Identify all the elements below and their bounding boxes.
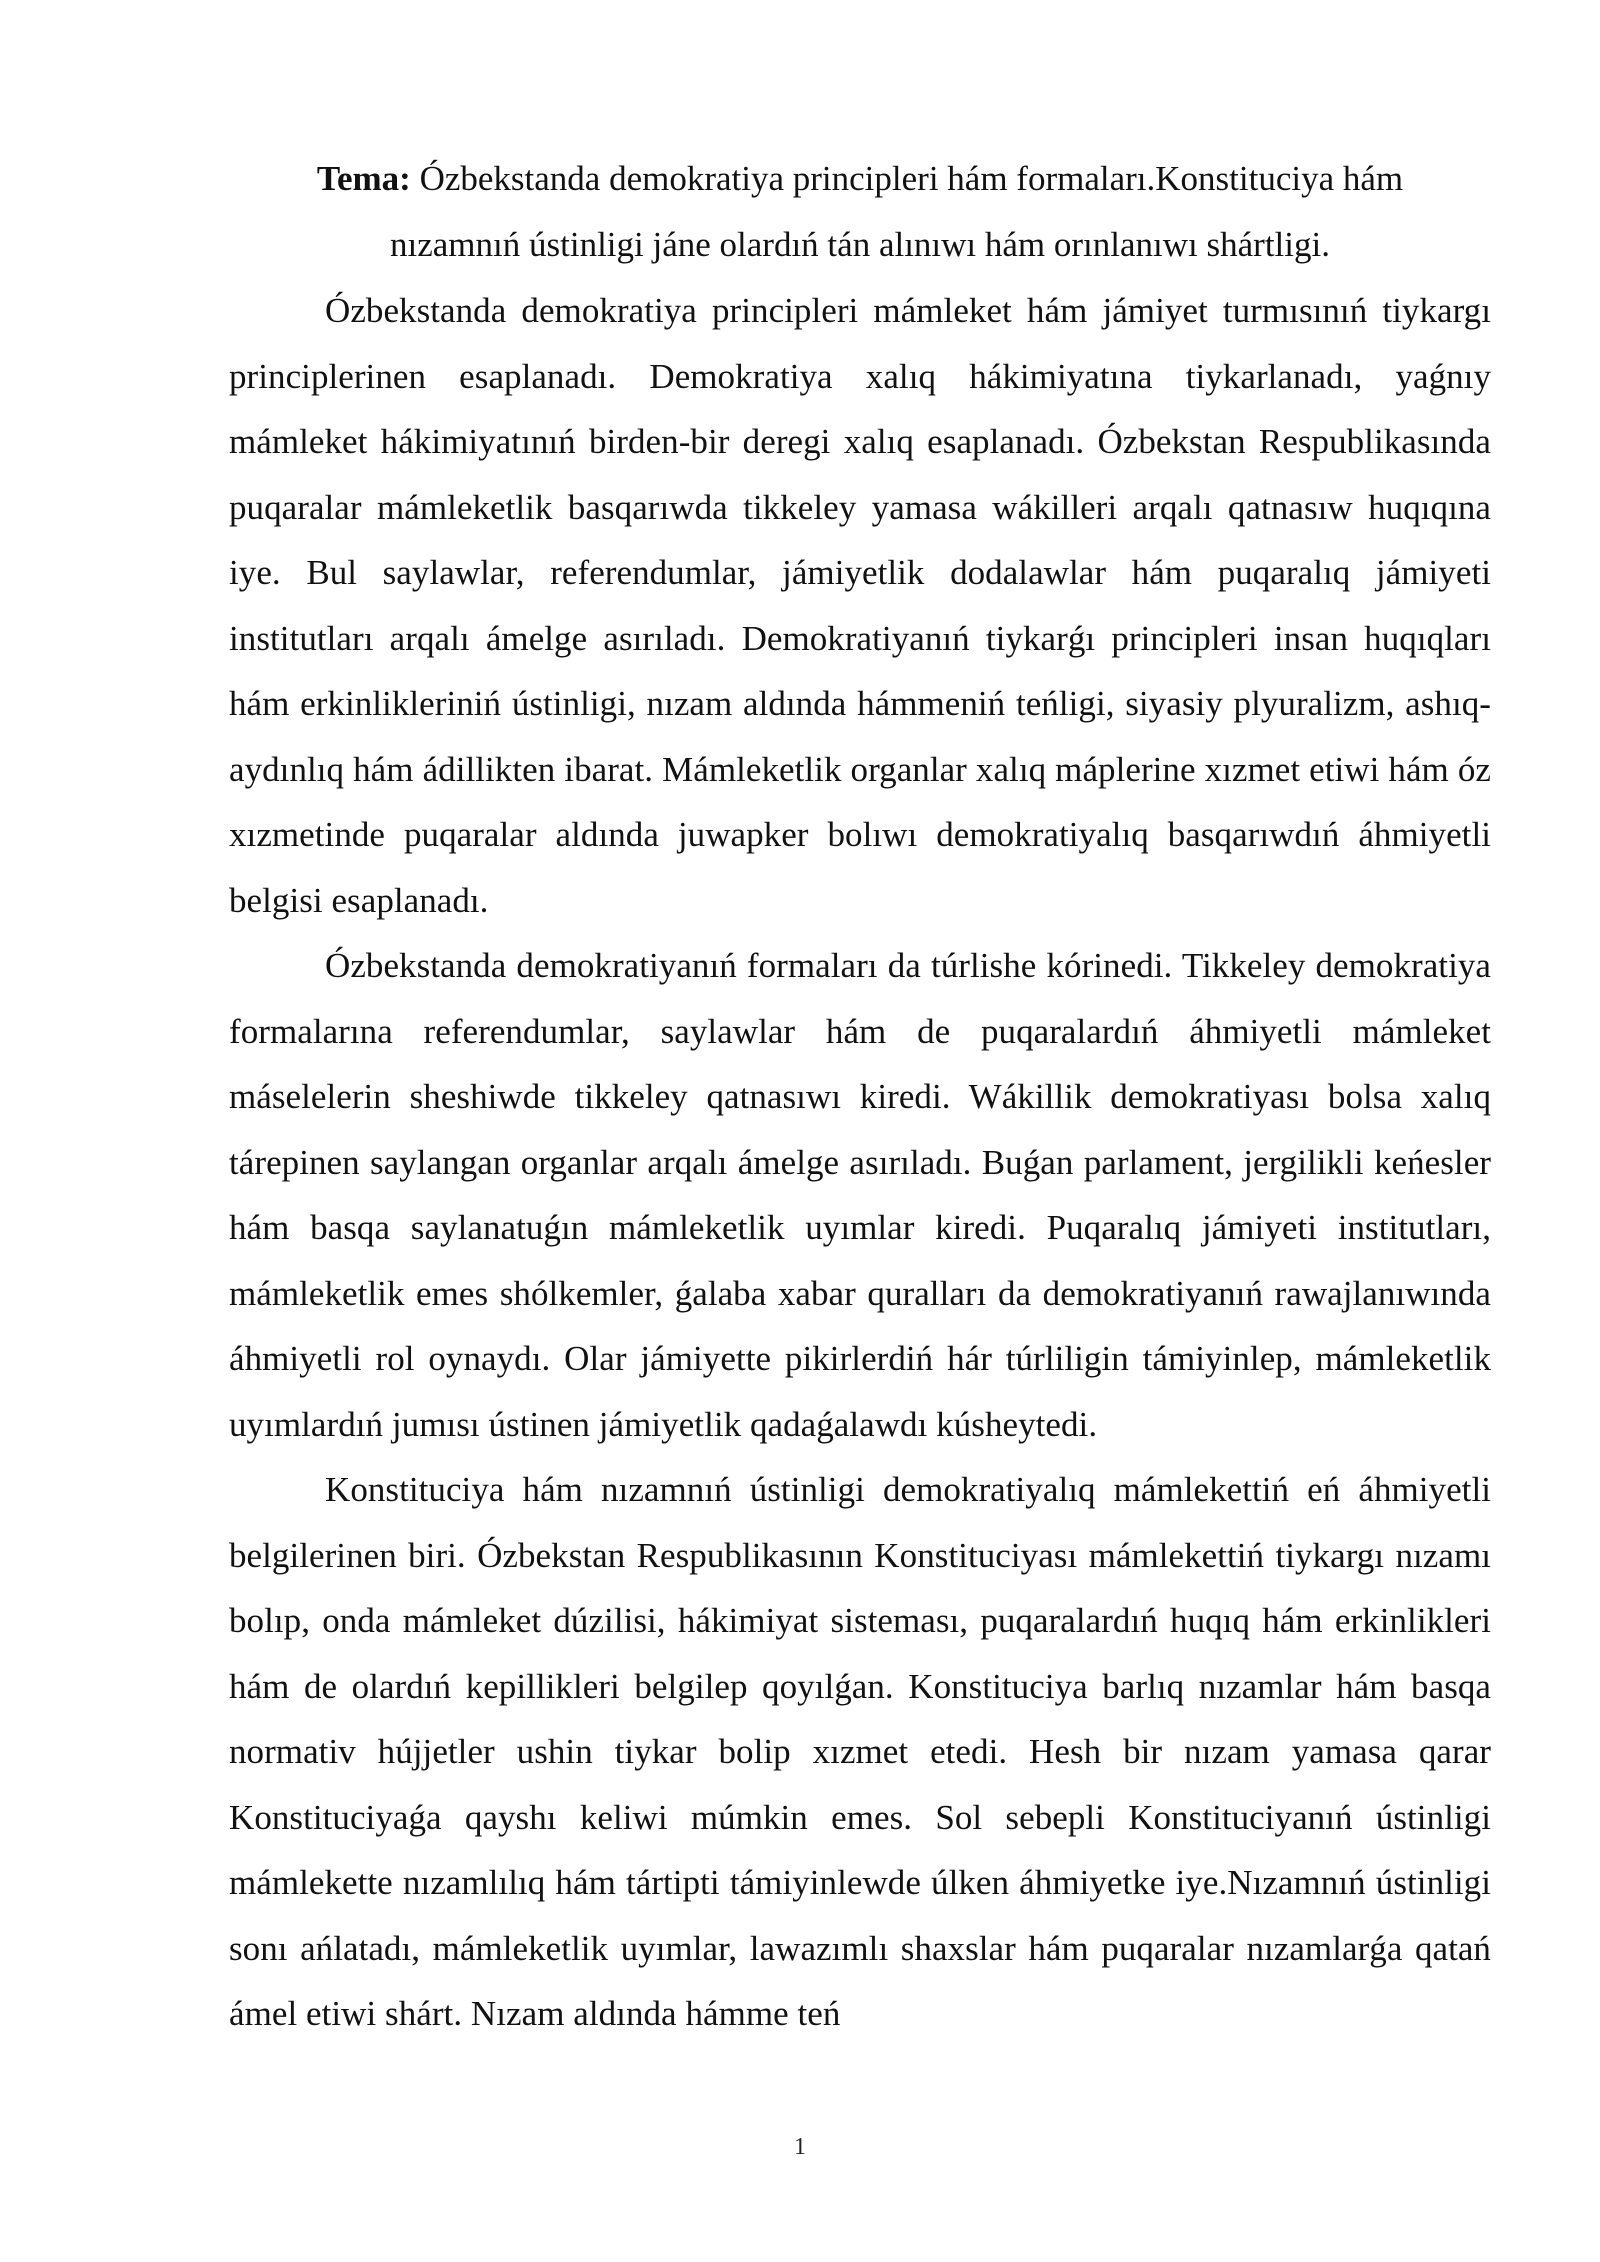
paragraph-2: Ózbekstanda demokratiyanıń formaları da túrlishe kórinedi. Tikkeley demokratiya formalarına referendumlar, saylawlar hám de puqaralardıń áhmiyetli mámleket máselelerin sheshiwde tikkeley qatnasıwı kiredi. Wákillik demokratiyası bolsa xalıq tárepinen saylangan organlar arqalı ámelge asırıladı. Buǵan parlament, jergilikli keńesler hám basqa saylanatuǵın mámleketlik uyımlar kiredi. Puqaralıq jámiyeti institutları, mámleketlik emes shólkemler, ǵalaba xabar quralları da demokratiyanıń rawajlanıwında áhmiyetli rol oynaydı. Olar jámiyette pikirlerdiń hár túrliligin támiyinlep, mámleketlik uyımlardıń jumısı ústinen jámiyetlik qadaǵalawdı kúsheytedi.: [229, 946, 1491, 1444]
document-page: [229, 146, 1491, 2047]
paragraph-3: Konstituciya hám nızamnıń ústinligi demokratiyalıq mámlekettiń eń áhmiyetli belgilerinen biri. Ózbekstan Respublikasının Konstituciyası mámlekettiń tiykargı nızamı bolıp, onda mámleket dúzilisi, hákimiyat sisteması, puqaralardıń huqıq hám erkinlikleri hám de olardıń kepillikleri belgilep qoyılǵan. Konstituciya barlıq nızamlar hám basqa normativ hújjetler ushin tiykar bolip xızmet etedi. Hesh bir nızam yamasa qarar Konstituciyaǵa qayshı keliwi múmkin emes. Sol sebepli Konstituciyanıń ústinligi mámlekette nızamlılıq hám tártipti támiyinlewde úlken áhmiyetke iye.Nızamnıń ústinligi sonı ańlatadı, mámleketlik uyımlar, lawazımlı shaxslar hám puqaralar nızamlarǵa qatań ámel etiwi shárt. Nızam aldında hámme teń: [229, 1470, 1491, 2033]
document-title: [229, 146, 1491, 278]
title-text: Ózbekstanda demokratiya principleri hám formaları.Konstituciya hám nızamnıń ústinligi jáne olardıń tán alınıwı hám orınlanıwı shártligi.: [390, 159, 1404, 264]
title-label: Tema:: [316, 159, 411, 198]
paragraph-1: Ózbekstanda demokratiya principleri mámleket hám jámiyet turmısınıń tiykargı principlerinen esaplanadı. Demokratiya xalıq hákimiyatına tiykarlanadı, yaǵnıy mámleket hákimiyatınıń birden-bir deregi xalıq esaplanadı. Ózbekstan Respublikasında puqaralar mámleketlik basqarıwda tikkeley yamasa wákilleri arqalı qatnasıw huqıqına iye. Bul saylawlar, referendumlar, jámiyetlik dodalawlar hám puqaralıq jámiyeti institutları arqalı ámelge asırıladı. Demokratiyanıń tiykarǵı principleri insan huqıqları hám erkinlikleriniń ústinligi, nızam aldında hámmeniń teńligi, siyasiy plyuralizm, ashıq-aydınlıq hám ádillikten ibarat. Mámleketlik organlar xalıq máplerine xızmet etiwi hám óz xızmetinde puqaralar aldında juwapker bolıwı demokratiyalıq basqarıwdıń áhmiyetli belgisi esaplanadı.: [229, 291, 1491, 920]
page-number: 1: [794, 2134, 806, 2160]
